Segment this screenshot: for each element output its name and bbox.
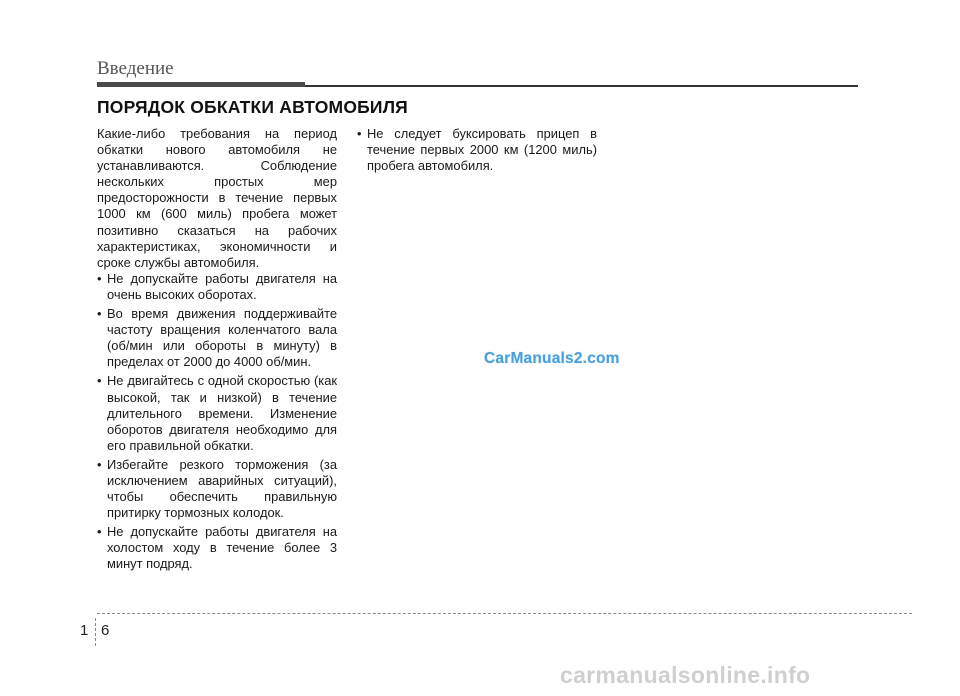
list-item-text: Не допускайте работы двигателя на очень высоких оборотах. <box>107 270 337 302</box>
list-item-text: Не следует буксировать прицеп в течение первых 2000 км (1200 миль) пробега автомобиля. <box>367 126 597 174</box>
list-item-text: Не допускайте работы двигателя на холостом ходу в течение более 3 минут подряд. <box>107 524 337 572</box>
right-column <box>357 126 597 177</box>
bullet-dot: • <box>97 373 102 389</box>
bullet-dot: • <box>97 524 102 540</box>
page-number: 6 <box>101 622 110 639</box>
chapter-number: 1 <box>80 622 89 639</box>
page-number-separator <box>95 618 96 646</box>
left-column <box>97 126 337 576</box>
list-item <box>97 306 337 370</box>
list-item-text: Не двигайтесь с одной скоростью (как высокой, так и низкой) в течение длительного времени. Изменение оборотов двигателя необходимо для его правильной обкатки. <box>107 373 337 453</box>
list-item-text: Во время движения поддерживайте частоту вращения коленчатого вала (об/мин или обороты в минуту) в пределах от 2000 до 4000 об/мин. <box>107 306 337 370</box>
list-item <box>97 457 337 521</box>
list-item-text: Избегайте резкого торможения (за исключением аварийных ситуаций), чтобы обеспечить правильную притирку тормозных колодок. <box>107 456 337 521</box>
bullet-dot: • <box>357 126 362 141</box>
brand-footer-link[interactable]: carmanualsonline.info <box>560 662 811 688</box>
intro-paragraph: Какие-либо требования на период обкатки нового автомобиля не устанавливаются. Соблюдение нескольких простых мер предосторожности в течение первых 1000 км (600 миль) пробега может позитивно сказаться на рабочих характеристиках, экономичности и сроке службы автомобиля. <box>97 126 337 270</box>
bullet-dot: • <box>97 270 102 286</box>
list-item <box>97 373 337 453</box>
page-heading: ПОРЯДОК ОБКАТКИ АВТОМОБИЛЯ <box>97 97 408 117</box>
list-item <box>97 524 337 572</box>
watermark-link[interactable]: CarManuals2.com <box>484 350 620 367</box>
bullet-dot: • <box>97 306 102 322</box>
footer-rule <box>97 613 912 614</box>
header-rule-accent <box>97 82 305 87</box>
right-bullet-list <box>357 126 597 174</box>
list-item <box>97 271 337 303</box>
list-item <box>357 126 597 174</box>
bullet-dot: • <box>97 456 102 472</box>
header-rule <box>305 85 858 87</box>
left-bullet-list <box>97 271 337 573</box>
section-title: Введение <box>97 58 174 79</box>
